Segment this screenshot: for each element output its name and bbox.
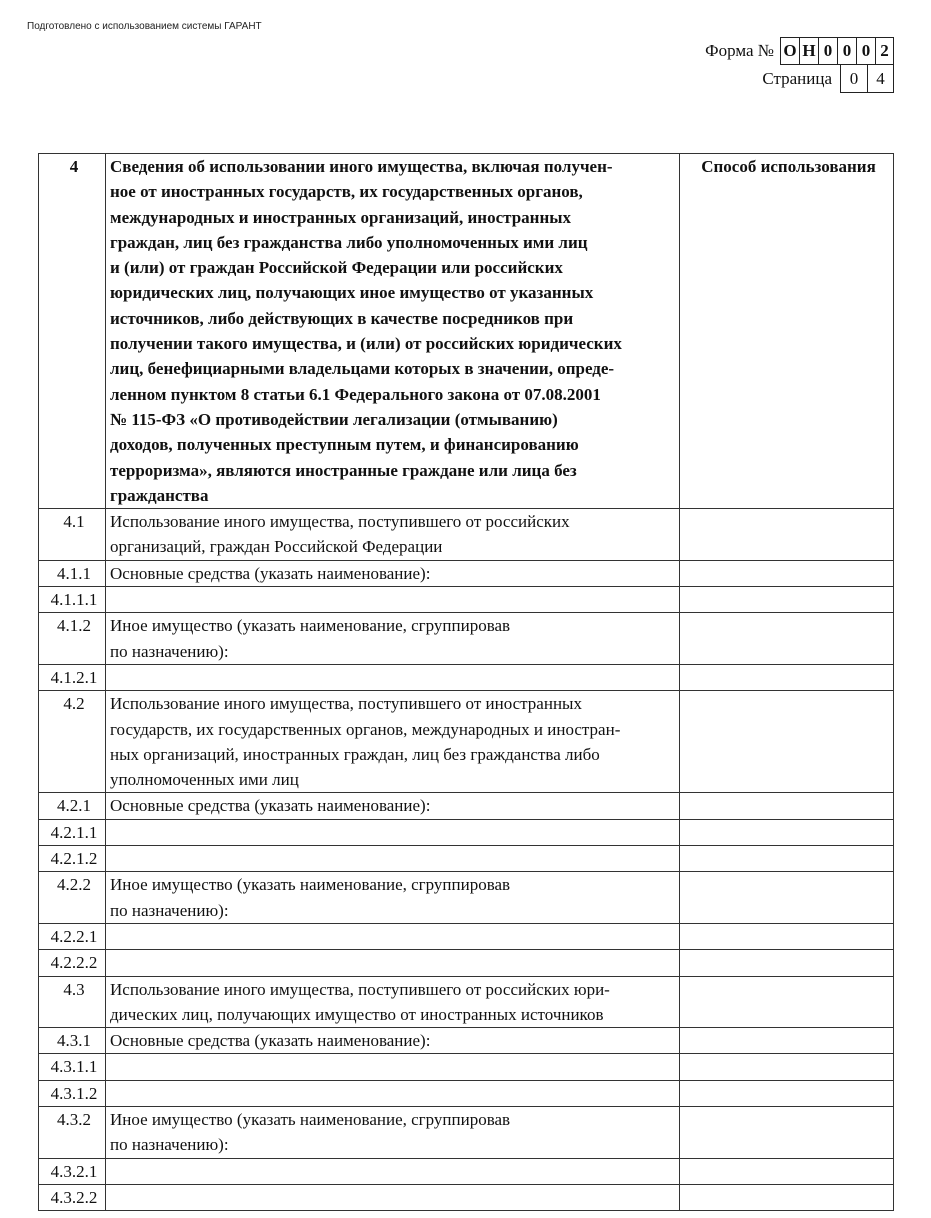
section-title-line: ленном пунктом 8 статьи 6.1 Федерального закона от 07.08.2001 [110, 384, 601, 404]
table-row [39, 664, 894, 690]
row-description[interactable] [106, 1184, 680, 1210]
usage-method-cell[interactable] [680, 664, 894, 690]
usage-method-cell[interactable] [680, 1054, 894, 1080]
form-code-cell: Н [799, 37, 818, 65]
row-number: 4.1.2.1 [39, 664, 106, 690]
usage-method-cell[interactable] [680, 1158, 894, 1184]
row-description[interactable] [106, 1054, 680, 1080]
row-number: 4.3.2 [39, 1106, 106, 1158]
section-title-line: терроризма», являются иностранные граждане или лица без [110, 460, 577, 480]
row-number: 4.2.2.1 [39, 923, 106, 949]
table-row [39, 560, 894, 586]
table-row [39, 1054, 894, 1080]
table-row [39, 509, 894, 561]
row-number: 4.3 [39, 976, 106, 1028]
row-description[interactable] [106, 1106, 680, 1158]
row-number: 4.2.1 [39, 793, 106, 819]
form-id-block [640, 37, 894, 93]
row-number: 4.2.2 [39, 872, 106, 924]
section-title-line: получении такого имущества, и (или) от российских юридических [110, 334, 622, 354]
row-description[interactable] [106, 872, 680, 924]
table-row [39, 1028, 894, 1054]
row-description[interactable] [106, 950, 680, 976]
row-description-line [110, 950, 679, 975]
table-row [39, 872, 894, 924]
row-description-line: Использование иного имущества, поступившего от российских юри- [110, 979, 610, 999]
section-title-line: гражданства [110, 485, 209, 505]
row-description-line: Основные средства (указать наименование): [110, 1031, 431, 1051]
usage-method-cell[interactable] [680, 793, 894, 819]
usage-method-cell[interactable] [680, 872, 894, 924]
section-title [106, 154, 680, 509]
row-description[interactable] [106, 976, 680, 1028]
row-description[interactable] [106, 819, 680, 845]
row-description[interactable] [106, 613, 680, 665]
property-usage-table [38, 153, 894, 1211]
table-row [39, 1080, 894, 1106]
row-description-line [110, 924, 679, 949]
section-title-line: и (или) от граждан Российской Федерации или российских [110, 258, 563, 278]
row-number: 4.1.1.1 [39, 587, 106, 613]
row-number: 4.3.1.2 [39, 1080, 106, 1106]
table-row [39, 1184, 894, 1210]
section-title-line: юридических лиц, получающих иное имущество от указанных [110, 283, 594, 303]
row-number: 4.2.2.2 [39, 950, 106, 976]
form-code-cell: О [780, 37, 799, 65]
row-description[interactable] [106, 923, 680, 949]
table-row [39, 1106, 894, 1158]
row-number: 4.2.1.1 [39, 819, 106, 845]
row-description-line: ных организаций, иностранных граждан, лиц без гражданства либо [110, 744, 600, 764]
row-description-line: Использование иного имущества, поступившего от иностранных [110, 694, 582, 714]
row-number: 4.2.1.2 [39, 846, 106, 872]
form-number-row [640, 37, 894, 65]
row-description[interactable] [106, 509, 680, 561]
row-description-line: Иное имущество (указать наименование, сгруппировав [110, 616, 511, 636]
row-number: 4.1.2 [39, 613, 106, 665]
page-number-row [640, 65, 894, 93]
table-row [39, 976, 894, 1028]
row-number: 4.3.1 [39, 1028, 106, 1054]
form-number-label: Форма № [705, 41, 774, 60]
usage-method-cell[interactable] [680, 976, 894, 1028]
row-description-line [110, 846, 679, 871]
row-description[interactable] [106, 1158, 680, 1184]
table-row [39, 587, 894, 613]
row-description[interactable] [106, 560, 680, 586]
row-description-line: Использование иного имущества, поступившего от российских [110, 512, 570, 532]
row-description[interactable] [106, 1080, 680, 1106]
row-number: 4.1.1 [39, 560, 106, 586]
row-number: 4.1 [39, 509, 106, 561]
usage-method-cell[interactable] [680, 819, 894, 845]
table-row [39, 1158, 894, 1184]
row-description-line: государств, их государственных органов, международных и иностран- [110, 719, 621, 739]
row-description-line: по назначению): [110, 900, 229, 920]
usage-method-cell[interactable] [680, 1106, 894, 1158]
row-description-line: организаций, граждан Российской Федерации [110, 537, 443, 557]
row-description-line [110, 665, 679, 690]
usage-method-cell[interactable] [680, 1080, 894, 1106]
form-code [780, 37, 894, 65]
row-description[interactable] [106, 1028, 680, 1054]
page-number-cell: 0 [840, 65, 867, 93]
row-description-line [110, 1054, 679, 1079]
form-code-cell: 0 [818, 37, 837, 65]
table-row [39, 950, 894, 976]
table-row [39, 691, 894, 793]
section-title-line: граждан, лиц без гражданства либо уполномоченных ими лиц [110, 232, 588, 252]
table-row [39, 846, 894, 872]
section-title-line: доходов, полученных преступным путем, и финансированию [110, 435, 579, 455]
form-code-cell: 2 [875, 37, 894, 65]
page-number-cell: 4 [867, 65, 894, 93]
page-label: Страница [762, 69, 832, 88]
row-number: 4.3.2.2 [39, 1184, 106, 1210]
table-row [39, 613, 894, 665]
usage-method-cell[interactable] [680, 509, 894, 561]
prepared-note: Подготовлено с использованием системы ГАРАНТ [27, 21, 262, 32]
row-number: 4.3.2.1 [39, 1158, 106, 1184]
page-number [840, 65, 894, 93]
row-description-line: Иное имущество (указать наименование, сгруппировав [110, 1109, 511, 1129]
row-number: 4.2 [39, 691, 106, 793]
section-title-line: международных и иностранных организаций, иностранных [110, 207, 572, 227]
row-description-line: уполномоченных ими лиц [110, 770, 299, 790]
section-title-line: ное от иностранных государств, их государственных органов, [110, 182, 583, 202]
row-description-line [110, 587, 679, 612]
usage-method-cell[interactable] [680, 1028, 894, 1054]
usage-method-cell[interactable] [680, 587, 894, 613]
row-description-line: Иное имущество (указать наименование, сгруппировав [110, 875, 511, 895]
form-code-cell: 0 [837, 37, 856, 65]
row-description-line [110, 1185, 679, 1210]
section-number: 4 [39, 154, 106, 509]
row-description-line: Основные средства (указать наименование): [110, 796, 431, 816]
form-code-cell: 0 [856, 37, 875, 65]
row-description[interactable] [106, 587, 680, 613]
row-description-line: дических лиц, получающих имущество от иностранных источников [110, 1004, 604, 1024]
usage-method-header: Способ использования [680, 154, 894, 509]
usage-method-cell[interactable] [680, 923, 894, 949]
table-row [39, 819, 894, 845]
row-description-line [110, 1159, 679, 1184]
row-description[interactable] [106, 691, 680, 793]
row-description[interactable] [106, 793, 680, 819]
row-description-line [110, 820, 679, 845]
table-header-row [39, 154, 894, 509]
usage-method-cell[interactable] [680, 560, 894, 586]
row-description-line [110, 1081, 679, 1106]
row-description-line: по назначению): [110, 641, 229, 661]
table-row [39, 923, 894, 949]
row-description-line: по назначению): [110, 1135, 229, 1155]
section-title-line: лиц, бенефициарными владельцами которых в значении, опреде- [110, 359, 615, 379]
usage-method-cell[interactable] [680, 846, 894, 872]
usage-method-cell[interactable] [680, 691, 894, 793]
usage-method-cell[interactable] [680, 950, 894, 976]
row-description[interactable] [106, 664, 680, 690]
section-title-line: № 115-ФЗ «О противодействии легализации (отмыванию) [110, 409, 558, 429]
section-title-line: Сведения об использовании иного имущества, включая получен- [110, 157, 613, 176]
table-row [39, 793, 894, 819]
usage-method-cell[interactable] [680, 613, 894, 665]
usage-method-cell[interactable] [680, 1184, 894, 1210]
row-description-line: Основные средства (указать наименование): [110, 563, 431, 583]
row-description[interactable] [106, 846, 680, 872]
section-title-line: источников, либо действующих в качестве посредников при [110, 308, 574, 328]
row-number: 4.3.1.1 [39, 1054, 106, 1080]
